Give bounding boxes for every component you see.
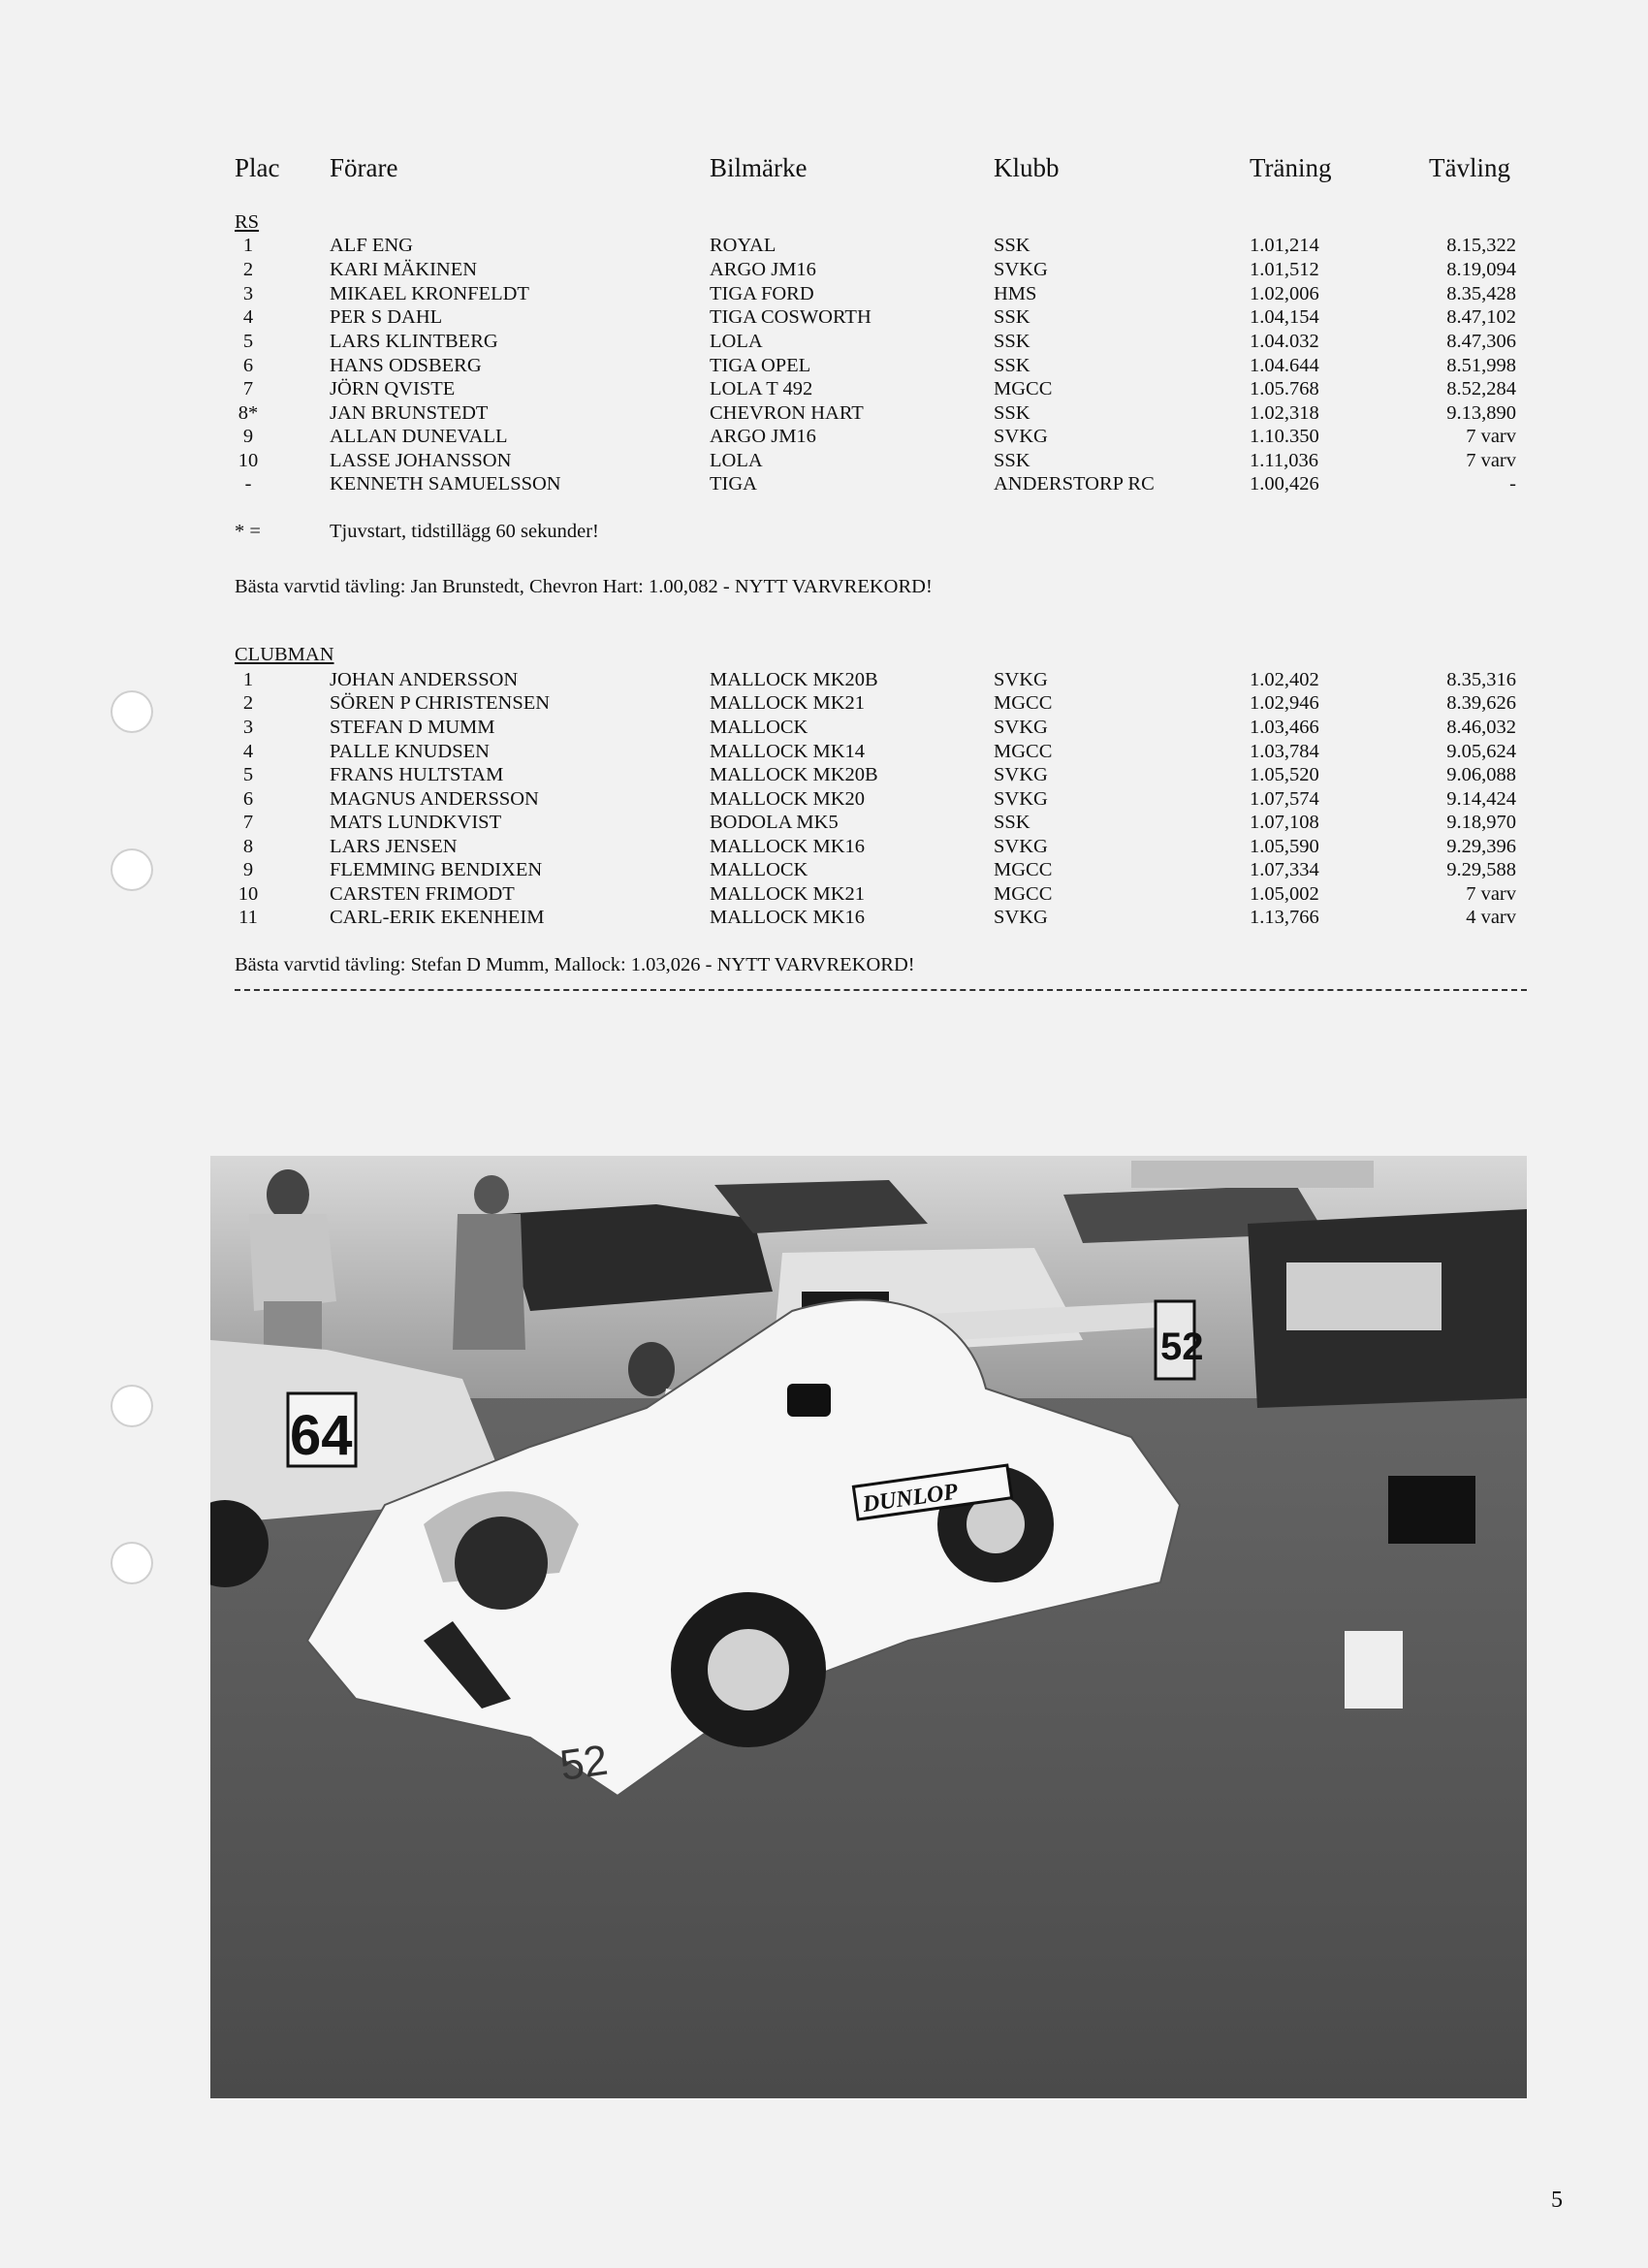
header-tavling: Tävling (1429, 153, 1510, 182)
table-row (0, 691, 1648, 716)
car-cell: MALLOCK MK21 (710, 883, 866, 905)
training-cell: 1.07,108 (1250, 812, 1319, 833)
training-cell: 1.02,946 (1250, 692, 1319, 714)
club-cell: SVKG (994, 907, 1048, 928)
front-number: 52 (556, 1736, 611, 1790)
training-cell: 1.05.768 (1250, 378, 1319, 399)
table-row (0, 811, 1648, 835)
plac-cell: 1 (242, 669, 254, 690)
race-cell: 9.29,396 (1446, 836, 1516, 857)
table-row (0, 882, 1648, 907)
car-cell: BODOLA MK5 (710, 812, 839, 833)
driver-cell: MIKAEL KRONFELDT (330, 283, 529, 304)
club-cell: SVKG (994, 836, 1048, 857)
race-paddock-photo (210, 1156, 1527, 2098)
plac-cell: - (244, 473, 252, 495)
header-traning: Träning (1250, 153, 1332, 182)
car-cell: TIGA COSWORTH (710, 306, 872, 328)
car-cell: MALLOCK (710, 717, 808, 738)
race-cell: 7 varv (1466, 426, 1516, 447)
driver-cell: PALLE KNUDSEN (330, 741, 490, 762)
plac-cell: 10 (238, 883, 259, 905)
sponsor-decal: DUNLOP (861, 1479, 960, 1518)
car-cell: ARGO JM16 (710, 259, 816, 280)
car-cell: CHEVRON HART (710, 402, 864, 424)
club-cell: HMS (994, 283, 1037, 304)
race-cell: 4 varv (1466, 907, 1516, 928)
driver-cell: KENNETH SAMUELSSON (330, 473, 561, 495)
table-row (0, 740, 1648, 764)
race-cell: 9.18,970 (1446, 812, 1516, 833)
driver-cell: JOHAN ANDERSSON (330, 669, 519, 690)
table-row (0, 377, 1648, 401)
car-cell: LOLA (710, 331, 763, 352)
clubman-section-title: CLUBMAN (235, 644, 334, 665)
race-cell: 8.35,316 (1446, 669, 1516, 690)
driver-cell: CARL-ERIK EKENHEIM (330, 907, 545, 928)
club-cell: MGCC (994, 883, 1053, 905)
plac-cell: 6 (242, 788, 254, 810)
driver-cell: JÖRN QVISTE (330, 378, 456, 399)
header-bilmarke: Bilmärke (710, 153, 808, 182)
dashed-divider (235, 989, 1527, 991)
club-cell: SVKG (994, 788, 1048, 810)
plac-cell: 9 (242, 426, 254, 447)
race-cell: 9.14,424 (1446, 788, 1516, 810)
training-cell: 1.04,154 (1250, 306, 1319, 328)
car-cell: TIGA FORD (710, 283, 814, 304)
training-cell: 1.03,466 (1250, 717, 1319, 738)
plac-cell: 2 (242, 692, 254, 714)
rs-section-title: RS (235, 211, 260, 233)
race-cell: 8.47,306 (1446, 331, 1516, 352)
race-cell: - (1509, 473, 1516, 495)
race-cell: 8.15,322 (1446, 235, 1516, 256)
driver-cell: LASSE JOHANSSON (330, 450, 512, 471)
clubman-best-lap: Bästa varvtid tävling: Stefan D Mumm, Mallock: 1.03,026 - NYTT VARVREKORD! (235, 954, 915, 975)
plac-cell: 6 (242, 355, 254, 376)
plac-cell: 7 (242, 812, 254, 833)
table-row (0, 401, 1648, 426)
training-cell: 1.02,318 (1250, 402, 1319, 424)
car-cell: MALLOCK MK16 (710, 836, 866, 857)
club-cell: SVKG (994, 764, 1048, 785)
club-cell: SVKG (994, 669, 1048, 690)
driver-cell: LARS JENSEN (330, 836, 458, 857)
driver-cell: MATS LUNDKVIST (330, 812, 502, 833)
training-cell: 1.04.644 (1250, 355, 1319, 376)
car-cell: LOLA T 492 (710, 378, 813, 399)
race-cell: 9.13,890 (1446, 402, 1516, 424)
training-cell: 1.10.350 (1250, 426, 1319, 447)
race-cell: 7 varv (1466, 450, 1516, 471)
plac-cell: 3 (242, 717, 254, 738)
club-cell: SSK (994, 355, 1030, 376)
driver-cell: SÖREN P CHRISTENSEN (330, 692, 551, 714)
fuel-can (1345, 1631, 1403, 1709)
left-car-number: 64 (290, 1404, 353, 1467)
club-cell: SVKG (994, 717, 1048, 738)
driver-cell: ALLAN DUNEVALL (330, 426, 508, 447)
plac-cell: 10 (238, 450, 259, 471)
table-row (0, 472, 1648, 496)
header-klubb: Klubb (994, 153, 1060, 182)
table-row (0, 835, 1648, 859)
race-cell: 8.35,428 (1446, 283, 1516, 304)
plac-cell: 5 (242, 331, 254, 352)
plac-cell: 5 (242, 764, 254, 785)
race-cell: 8.52,284 (1446, 378, 1516, 399)
table-row (0, 716, 1648, 740)
rs-best-lap: Bästa varvtid tävling: Jan Brunstedt, Chevron Hart: 1.00,082 - NYTT VARVREKORD! (235, 576, 933, 597)
club-cell: SSK (994, 402, 1030, 424)
car-cell: ARGO JM16 (710, 426, 816, 447)
table-row (0, 330, 1648, 354)
training-cell: 1.13,766 (1250, 907, 1319, 928)
training-cell: 1.04.032 (1250, 331, 1319, 352)
driver-cell: MAGNUS ANDERSSON (330, 788, 539, 810)
club-cell: MGCC (994, 859, 1053, 880)
car-cell: MALLOCK (710, 859, 808, 880)
plac-cell: 4 (242, 741, 254, 762)
footnote-text: Tjuvstart, tidstillägg 60 sekunder! (330, 521, 599, 542)
training-cell: 1.01,512 (1250, 259, 1319, 280)
race-cell: 8.51,998 (1446, 355, 1516, 376)
training-cell: 1.02,402 (1250, 669, 1319, 690)
table-row (0, 906, 1648, 930)
car-cell: MALLOCK MK16 (710, 907, 866, 928)
table-row (0, 258, 1648, 282)
club-cell: MGCC (994, 692, 1053, 714)
car-cell: MALLOCK MK20 (710, 788, 866, 810)
driver-cell: STEFAN D MUMM (330, 717, 495, 738)
car-cell: ROYAL (710, 235, 776, 256)
driver-cell: LARS KLINTBERG (330, 331, 498, 352)
wing-number: 52 (1160, 1326, 1204, 1368)
driver-cell: JAN BRUNSTEDT (330, 402, 489, 424)
plac-cell: 8* (238, 402, 259, 424)
car-cell: TIGA OPEL (710, 355, 811, 376)
battery-box (1388, 1476, 1475, 1544)
car-cell: MALLOCK MK21 (710, 692, 866, 714)
table-row (0, 763, 1648, 787)
table-row (0, 305, 1648, 330)
training-cell: 1.02,006 (1250, 283, 1319, 304)
table-row (0, 425, 1648, 449)
training-cell: 1.03,784 (1250, 741, 1319, 762)
plac-cell: 1 (242, 235, 254, 256)
car-cell: MALLOCK MK14 (710, 741, 866, 762)
plac-cell: 11 (238, 907, 258, 928)
club-cell: SSK (994, 450, 1030, 471)
footnote-symbol: * = (235, 521, 261, 542)
training-cell: 1.01,214 (1250, 235, 1319, 256)
table-row (0, 668, 1648, 692)
training-cell: 1.05,590 (1250, 836, 1319, 857)
training-cell: 1.07,334 (1250, 859, 1319, 880)
race-cell: 8.47,102 (1446, 306, 1516, 328)
driver-cell: ALF ENG (330, 235, 413, 256)
plac-cell: 2 (242, 259, 254, 280)
driver-cell: KARI MÄKINEN (330, 259, 478, 280)
plac-cell: 4 (242, 306, 254, 328)
race-cell: 9.29,588 (1446, 859, 1516, 880)
car-cell: TIGA (710, 473, 757, 495)
training-cell: 1.11,036 (1250, 450, 1318, 471)
plac-cell: 9 (242, 859, 254, 880)
driver-cell: HANS ODSBERG (330, 355, 482, 376)
club-cell: MGCC (994, 741, 1053, 762)
driver-cell: FRANS HULTSTAM (330, 764, 504, 785)
race-cell: 9.06,088 (1446, 764, 1516, 785)
club-cell: SVKG (994, 259, 1048, 280)
plac-cell: 8 (242, 836, 254, 857)
club-cell: MGCC (994, 378, 1053, 399)
table-row (0, 787, 1648, 812)
page-number: 5 (1551, 2188, 1563, 2213)
club-cell: SSK (994, 306, 1030, 328)
driver-cell: PER S DAHL (330, 306, 443, 328)
club-cell: SVKG (994, 426, 1048, 447)
race-cell: 8.39,626 (1446, 692, 1516, 714)
table-row (0, 282, 1648, 306)
training-cell: 1.00,426 (1250, 473, 1319, 495)
punch-hole (111, 1542, 153, 1584)
training-cell: 1.05,520 (1250, 764, 1319, 785)
training-cell: 1.07,574 (1250, 788, 1319, 810)
race-cell: 8.19,094 (1446, 259, 1516, 280)
punch-hole (111, 1385, 153, 1427)
race-cell: 9.05,624 (1446, 741, 1516, 762)
table-row (0, 449, 1648, 473)
table-row (0, 354, 1648, 378)
plac-cell: 3 (242, 283, 254, 304)
club-cell: ANDERSTORP RC (994, 473, 1155, 495)
car-cell: MALLOCK MK20B (710, 764, 878, 785)
race-cell: 8.46,032 (1446, 717, 1516, 738)
club-cell: SSK (994, 235, 1030, 256)
training-cell: 1.05,002 (1250, 883, 1319, 905)
club-cell: SSK (994, 812, 1030, 833)
header-forare: Förare (330, 153, 398, 182)
table-row (0, 858, 1648, 882)
car-cell: MALLOCK MK20B (710, 669, 878, 690)
header-plac: Plac (235, 153, 280, 182)
plac-cell: 7 (242, 378, 254, 399)
table-row (0, 234, 1648, 258)
driver-cell: FLEMMING BENDIXEN (330, 859, 543, 880)
driver-cell: CARSTEN FRIMODT (330, 883, 515, 905)
club-cell: SSK (994, 331, 1030, 352)
race-cell: 7 varv (1466, 883, 1516, 905)
car-cell: LOLA (710, 450, 763, 471)
